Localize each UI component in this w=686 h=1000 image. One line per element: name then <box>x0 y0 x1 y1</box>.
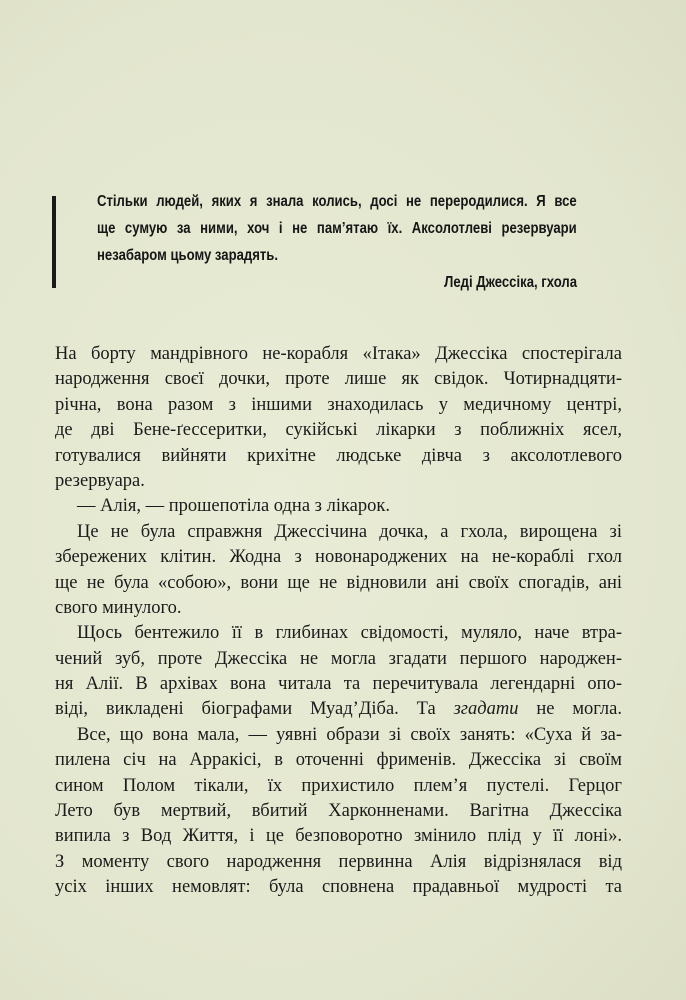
epigraph-text: Стільки людей, яких я знала колись, досі не переродилися. Я все <box>97 193 577 210</box>
epigraph-line <box>97 188 577 215</box>
text-line: збережених клітин. Жодна з новонароджених на не-кораблі гхол <box>55 547 622 568</box>
text-segment: не могла. <box>518 699 622 720</box>
text-line: ня Алії. В архівах вона читала та перечитувала легендарні опо- <box>55 674 622 695</box>
epigraph-line <box>97 242 577 269</box>
text-line: Лето був мертвий, вбитий Харконненами. Вагітна Джессіка <box>55 801 622 822</box>
text-line: З моменту свого народження первинна Алія відрізнялася від <box>55 851 622 872</box>
text-line: Щось бентежило її в глибинах свідомості, муляло, наче втра- <box>77 623 622 644</box>
epigraph-text: ще сумую за ними, хоч і не пам’ятаю їх. Аксолотлеві резервуари <box>97 220 577 237</box>
epigraph-text: незабаром цьому зарадять. <box>97 247 279 264</box>
text-line <box>55 697 622 722</box>
epigraph-attribution: Леді Джессіка, гхола <box>444 274 577 291</box>
text-line: Все, що вона мала, — уявні образи зі своїх занять: «Суха й за- <box>77 724 622 745</box>
text-line: резервуара. <box>55 470 145 491</box>
epigraph-rule <box>52 196 56 288</box>
epigraph-attribution-line <box>97 269 577 296</box>
text-line: ще не була «собою», вони ще не відновили ані своїх спогадів, ані <box>55 572 622 593</box>
text-line: На борту мандрівного не-корабля «Ітака» Джессіка спостерігала <box>55 344 622 364</box>
text-line: готувалися вийняти крихітне людське дівча з аксолотлевого <box>55 445 622 466</box>
text-line: народження своєї дочки, проте лише як свідок. Чотирнадцяти- <box>55 369 622 390</box>
body-text <box>55 342 622 901</box>
text-line: Це не була справжня Джессічина дочка, а гхола, вирощена зі <box>77 521 622 542</box>
text-line: усіх інших немовлят: була сповнена прадавньої мудрості та <box>55 877 622 898</box>
text-line: свого минулого. <box>55 597 182 618</box>
text-line: річна, вона разом з іншими знаходилась у медичному центрі, <box>55 394 622 415</box>
epigraph <box>97 188 577 296</box>
text-line: де дві Бене-ґессеритки, сукійські лікарки з поближніх ясел, <box>55 420 622 441</box>
dialogue-line: — Алія, — прошепотіла одна з лікарок. <box>77 496 391 517</box>
text-line: сином Полом тікали, їх прихистило плем’я пустелі. Герцог <box>55 775 622 796</box>
text-line: чений зуб, проте Джессіка не могла згадати першого народжен- <box>55 648 622 669</box>
text-line: пилена січ на Арракісі, в оточенні фрименів. Джессіка зі своїм <box>55 750 622 771</box>
italic-word: згадати <box>453 699 519 720</box>
epigraph-line <box>97 215 577 242</box>
text-line: випила з Вод Життя, і це безповоротно змінило плід у її лоні». <box>55 826 622 847</box>
text-segment: віді, викладені біографами Муад’Діба. Та <box>55 699 454 720</box>
